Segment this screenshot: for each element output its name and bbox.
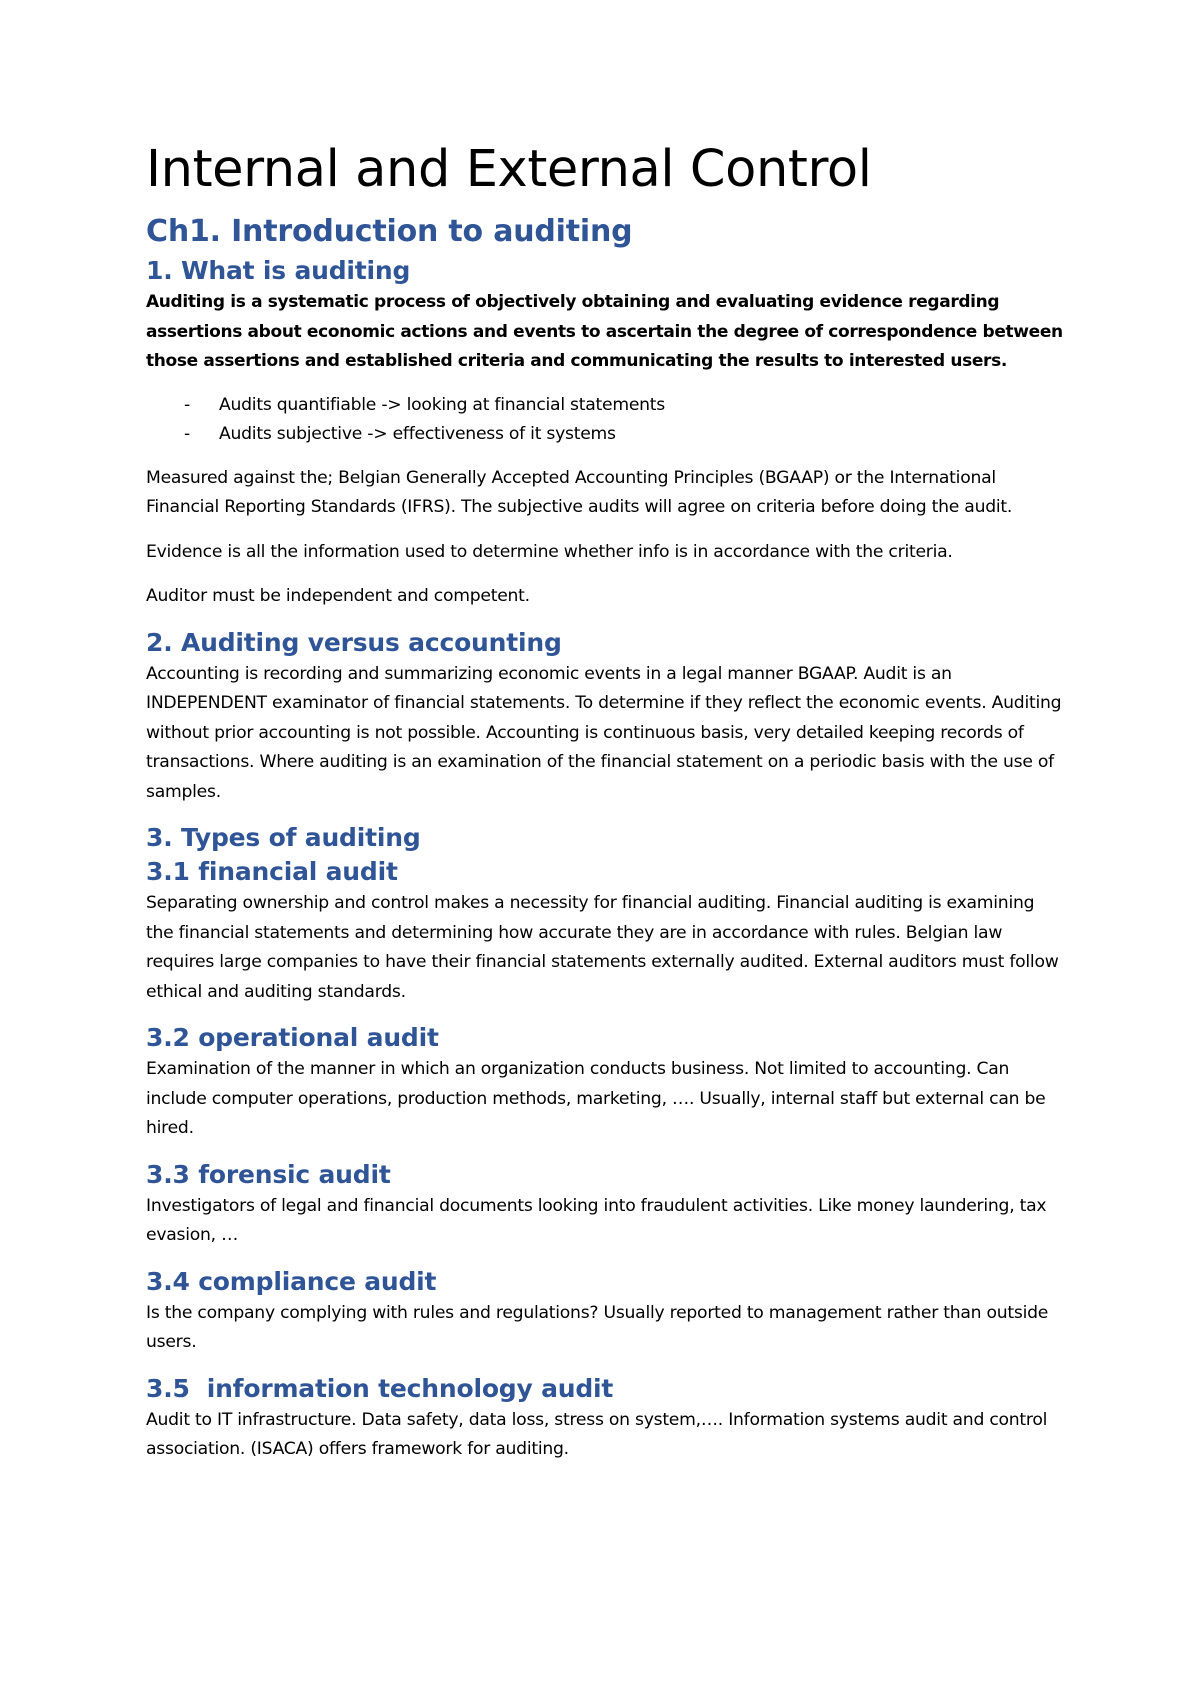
paragraph-auditor-independent: Auditor must be independent and competent. — [146, 586, 530, 606]
section-heading-types-of-auditing: 3. Types of auditing — [146, 823, 421, 852]
bullet-dash: - — [184, 394, 190, 415]
paragraph-it-audit: Audit to IT infrastructure. Data safety, data loss, stress on system,…. Information systems audit and control association. (ISACA) offers framework for auditing. — [146, 1409, 1048, 1459]
chapter-heading: Ch1. Introduction to auditing — [146, 214, 633, 249]
paragraph-compliance-audit: Is the company complying with rules and regulations? Usually reported to management rather than outside users. — [146, 1302, 1049, 1352]
bullet-text: Audits quantifiable -> looking at financial statements — [219, 394, 666, 415]
bullet-item — [146, 420, 1066, 450]
subsection-heading-operational-audit: 3.2 operational audit — [146, 1023, 439, 1052]
subsection-heading-compliance-audit: 3.4 compliance audit — [146, 1266, 437, 1296]
document-title: Internal and External Control — [146, 140, 872, 199]
subsection-heading-forensic-audit: 3.3 forensic audit — [146, 1159, 391, 1189]
section-heading-what-is-auditing: 1. What is auditing — [146, 256, 411, 285]
audit-types-bullet-list — [146, 391, 1066, 450]
paragraph-auditing-vs-accounting: Accounting is recording and summarizing economic events in a legal manner BGAAP. Audit is an INDEPENDENT examinator of financial statements. To determine if they reflect the economic events. Auditing without prior accounting is not possible. Accounting is continuous basis, very detailed keeping records of transactions. Where auditing is an examination of the financial statement on a periodic basis with the use of samples. — [146, 663, 1062, 802]
paragraph-forensic-audit: Investigators of legal and financial documents looking into fraudulent activities. Like money laundering, tax evasion, … — [146, 1195, 1047, 1245]
paragraph-operational-audit: Examination of the manner in which an organization conducts business. Not limited to accounting. Can include computer operations, production methods, marketing, …. Usually, internal staff but external can be hired. — [146, 1059, 1046, 1138]
document-page — [146, 138, 1066, 1465]
bullet-item — [146, 391, 1066, 421]
bullet-text: Audits subjective -> effectiveness of it systems — [219, 424, 616, 444]
subsection-heading-financial-audit: 3.1 financial audit — [146, 857, 398, 886]
paragraph-evidence: Evidence is all the information used to determine whether info is in accordance with the criteria. — [146, 541, 953, 562]
subsection-heading-it-audit: 3.5 information technology audit — [146, 1373, 614, 1403]
paragraph-measured-against: Measured against the; Belgian Generally Accepted Accounting Principles (BGAAP) or the International Financial Reporting Standards (IFRS). The subjective audits will agree on criteria before doing the audit. — [146, 467, 1013, 517]
paragraph-financial-audit: Separating ownership and control makes a necessity for financial auditing. Financial auditing is examining the financial statements and determining how accurate they are in accordance with rules. Belgian law requires large companies to have their financial statements externally audited. External auditors must follow ethical and auditing standards. — [146, 893, 1059, 1002]
section-heading-auditing-vs-accounting: 2. Auditing versus accounting — [146, 627, 562, 657]
auditing-definition: Auditing is a systematic process of objectively obtaining and evaluating evidence regarding assertions about economic actions and events to ascertain the degree of correspondence between those assertions and established criteria and communicating the results to interested users. — [146, 292, 1063, 371]
bullet-dash: - — [184, 424, 190, 444]
